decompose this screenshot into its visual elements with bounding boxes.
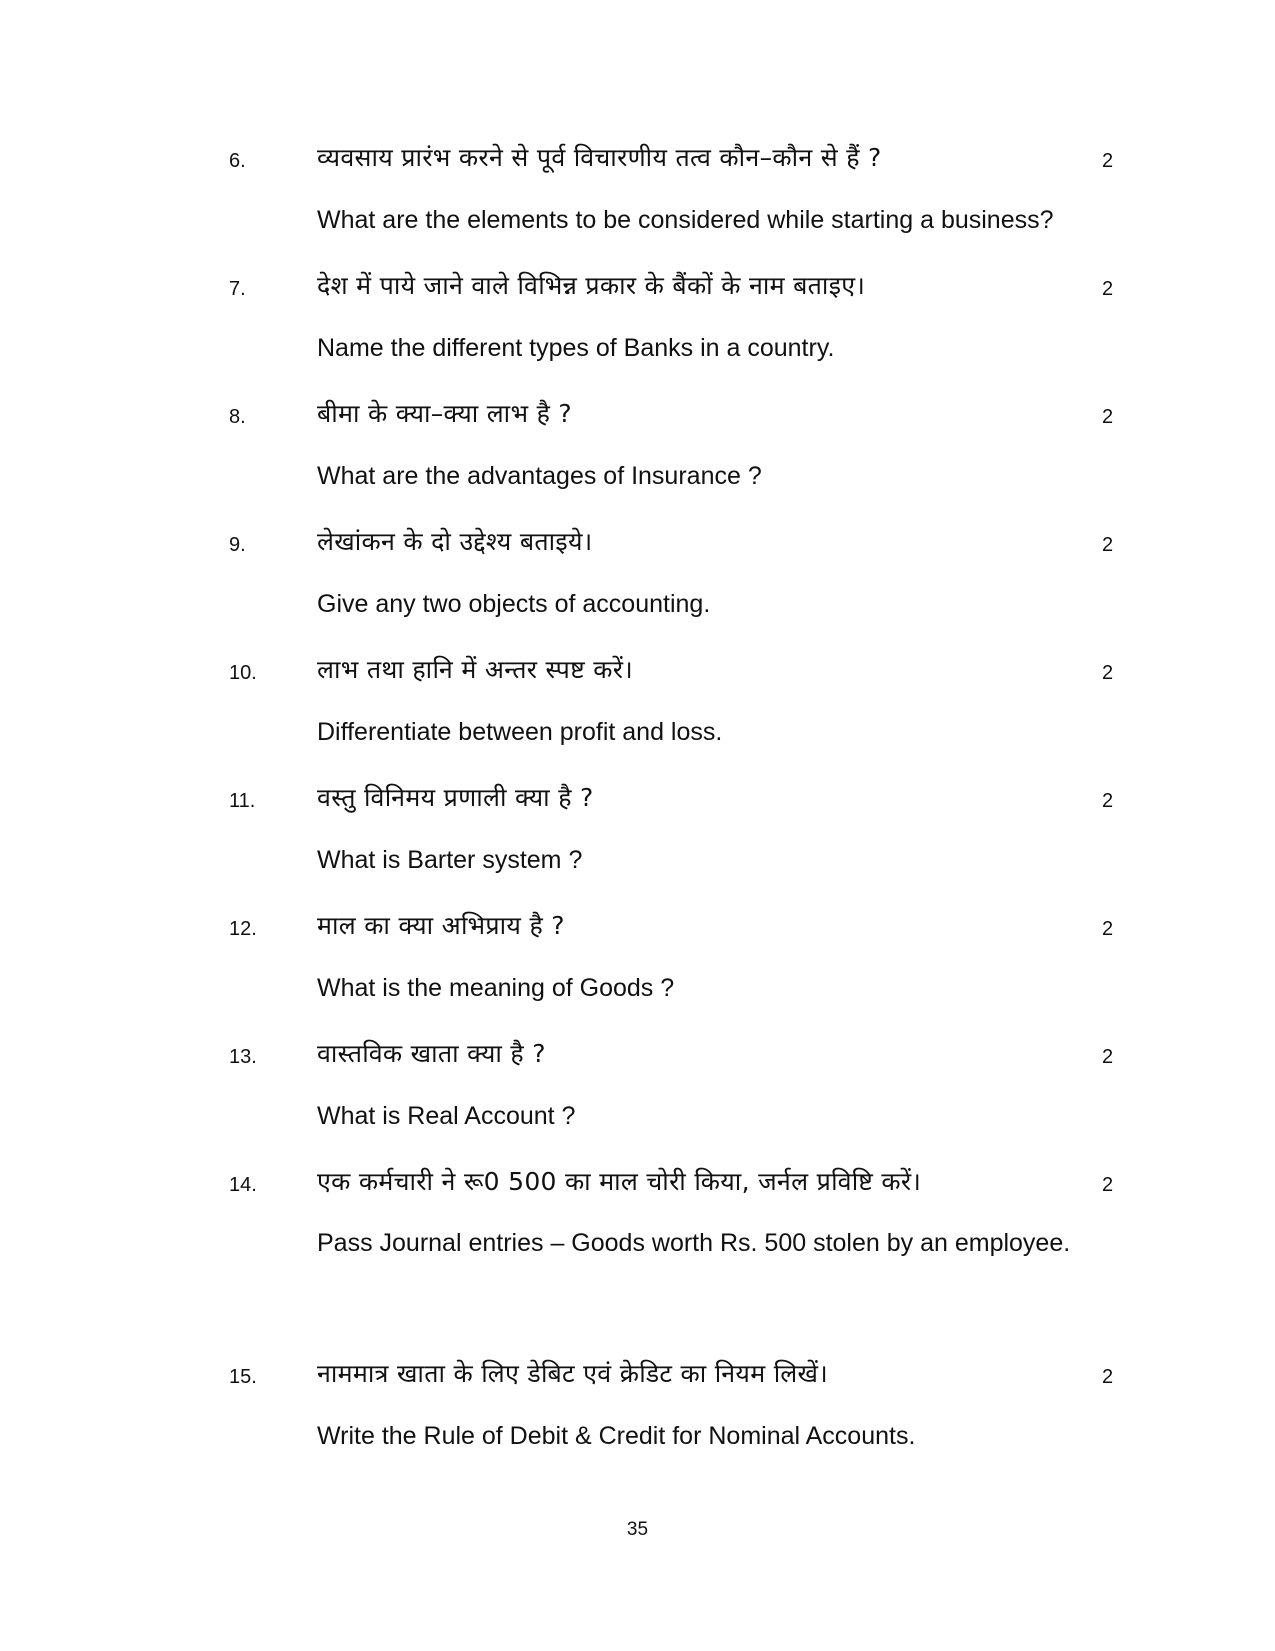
question-number: 13. bbox=[229, 1046, 257, 1068]
question-text-english: What is Barter system ? bbox=[317, 846, 583, 874]
question-text-hindi: वास्तविक खाता क्या है ? bbox=[317, 1039, 546, 1068]
question-number: 15. bbox=[229, 1366, 257, 1388]
question-number: 10. bbox=[229, 662, 257, 684]
question-marks: 2 bbox=[1102, 662, 1114, 684]
question-hindi-row bbox=[0, 512, 1275, 576]
question-text-english: Pass Journal entries – Goods worth Rs. 500 stolen by an employee. bbox=[317, 1229, 1071, 1257]
question-8 bbox=[0, 384, 1275, 512]
question-text-english: What are the advantages of Insurance ? bbox=[317, 462, 762, 490]
question-text-english: What is the meaning of Goods ? bbox=[317, 974, 675, 1002]
question-text-english: Name the different types of Banks in a country. bbox=[317, 334, 835, 362]
question-hindi-row bbox=[0, 1152, 1275, 1216]
question-hindi-row bbox=[0, 768, 1275, 832]
question-11 bbox=[0, 768, 1275, 896]
question-text-hindi: नाममात्र खाता के लिए डेबिट एवं क्रेडिट का नियम लिखें। bbox=[317, 1359, 828, 1388]
question-text-english: Give any two objects of accounting. bbox=[317, 590, 711, 618]
question-text-english: Differentiate between profit and loss. bbox=[317, 718, 723, 746]
question-text-hindi: वस्तु विनिमय प्रणाली क्या है ? bbox=[317, 783, 594, 812]
question-text-hindi: लाभ तथा हानि में अन्तर स्पष्ट करें। bbox=[317, 655, 634, 684]
page-number: 35 bbox=[626, 1519, 649, 1540]
question-number: 12. bbox=[229, 918, 257, 940]
question-13 bbox=[0, 1024, 1275, 1152]
question-marks: 2 bbox=[1102, 278, 1114, 300]
question-hindi-row bbox=[0, 256, 1275, 320]
question-number: 9. bbox=[229, 534, 246, 556]
question-marks: 2 bbox=[1102, 918, 1114, 940]
question-hindi-row bbox=[0, 384, 1275, 448]
question-hindi-row bbox=[0, 1024, 1275, 1088]
question-list bbox=[0, 128, 1275, 1472]
question-text-english: Write the Rule of Debit & Credit for Nominal Accounts. bbox=[317, 1422, 916, 1450]
question-text-hindi: एक कर्मचारी ने रू0 500 का माल चोरी किया, जर्नल प्रविष्टि करें। bbox=[317, 1167, 922, 1196]
question-marks: 2 bbox=[1102, 1174, 1114, 1196]
question-number: 11. bbox=[229, 790, 256, 812]
question-hindi-row bbox=[0, 1344, 1275, 1408]
question-hindi-row bbox=[0, 128, 1275, 192]
question-10 bbox=[0, 640, 1275, 768]
question-text-hindi: माल का क्या अभिप्राय है ? bbox=[317, 911, 565, 940]
question-marks: 2 bbox=[1102, 406, 1114, 428]
question-6 bbox=[0, 128, 1275, 256]
question-text-hindi: व्यवसाय प्रारंभ करने से पूर्व विचारणीय तत्व कौन–कौन से हैं ? bbox=[317, 143, 882, 172]
question-number: 6. bbox=[229, 150, 246, 172]
question-number: 14. bbox=[229, 1174, 257, 1196]
question-english-row bbox=[0, 448, 1275, 512]
question-hindi-row bbox=[0, 896, 1275, 960]
question-text-hindi: लेखांकन के दो उद्देश्य बताइये। bbox=[317, 527, 593, 556]
question-english-row bbox=[0, 1216, 1275, 1344]
question-marks: 2 bbox=[1102, 1366, 1114, 1388]
question-15 bbox=[0, 1344, 1275, 1472]
question-text-hindi: बीमा के क्या–क्या लाभ है ? bbox=[317, 399, 572, 428]
question-english-row bbox=[0, 1088, 1275, 1152]
question-english-row bbox=[0, 192, 1275, 256]
question-text-hindi: देश में पाये जाने वाले विभिन्न प्रकार के बैंकों के नाम बताइए। bbox=[317, 271, 866, 300]
question-12 bbox=[0, 896, 1275, 1024]
question-english-row bbox=[0, 704, 1275, 768]
question-marks: 2 bbox=[1102, 534, 1114, 556]
question-number: 8. bbox=[229, 406, 246, 428]
question-english-row bbox=[0, 960, 1275, 1024]
question-number: 7. bbox=[229, 278, 246, 300]
question-marks: 2 bbox=[1102, 1046, 1114, 1068]
question-english-row bbox=[0, 320, 1275, 384]
question-english-row bbox=[0, 576, 1275, 640]
question-text-english: What is Real Account ? bbox=[317, 1102, 576, 1130]
question-marks: 2 bbox=[1102, 790, 1114, 812]
question-hindi-row bbox=[0, 640, 1275, 704]
question-english-row bbox=[0, 1408, 1275, 1472]
question-14 bbox=[0, 1152, 1275, 1344]
question-7 bbox=[0, 256, 1275, 384]
question-english-row bbox=[0, 832, 1275, 896]
question-text-english: What are the elements to be considered while starting a business? bbox=[317, 206, 1054, 234]
question-9 bbox=[0, 512, 1275, 640]
question-marks: 2 bbox=[1102, 150, 1114, 172]
